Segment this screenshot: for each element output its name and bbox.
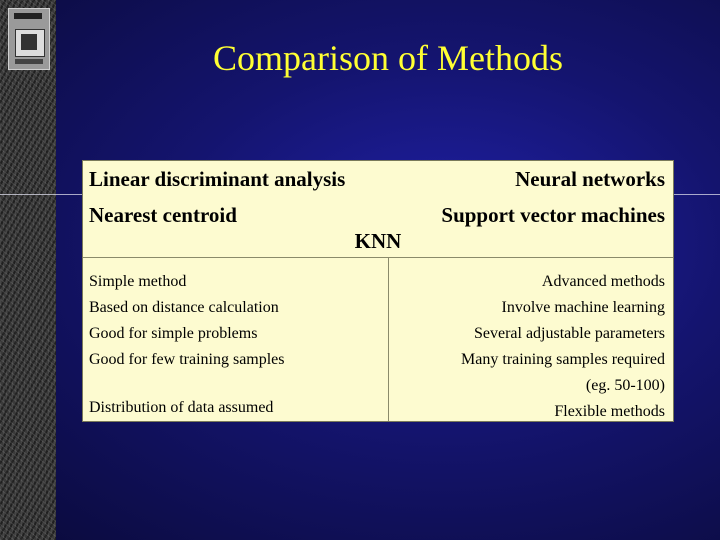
list-spacer xyxy=(89,373,285,395)
list-item: Several adjustable parameters xyxy=(473,325,665,342)
list-item: Distribution of data assumed xyxy=(89,399,274,416)
logo-icon xyxy=(8,8,50,70)
right-properties-list xyxy=(461,269,665,422)
divider-horizontal xyxy=(83,257,673,258)
list-item: Good for few training samples xyxy=(89,351,285,368)
list-item: (eg. 50-100) xyxy=(585,377,665,394)
list-item: Based on distance calculation xyxy=(89,299,279,316)
list-item: Flexible methods xyxy=(554,403,665,420)
list-item: Many training samples required xyxy=(461,351,665,368)
list-item: Advanced methods xyxy=(541,273,665,290)
left-properties-list xyxy=(89,269,285,421)
method-svm: Support vector machines xyxy=(441,203,665,227)
method-neural-networks: Neural networks xyxy=(515,167,665,191)
method-nearest-centroid: Nearest centroid xyxy=(89,203,237,227)
divider-vertical xyxy=(388,257,389,422)
list-item: Good for simple problems xyxy=(89,325,258,342)
slide-title: Comparison of Methods xyxy=(213,38,563,78)
list-item: Involve machine learning xyxy=(501,299,665,316)
method-lda: Linear discriminant analysis xyxy=(89,167,346,191)
decorative-side-strip xyxy=(0,0,56,540)
method-knn: KNN xyxy=(354,229,402,253)
list-item: Simple method xyxy=(89,273,187,290)
comparison-panel xyxy=(82,160,674,422)
